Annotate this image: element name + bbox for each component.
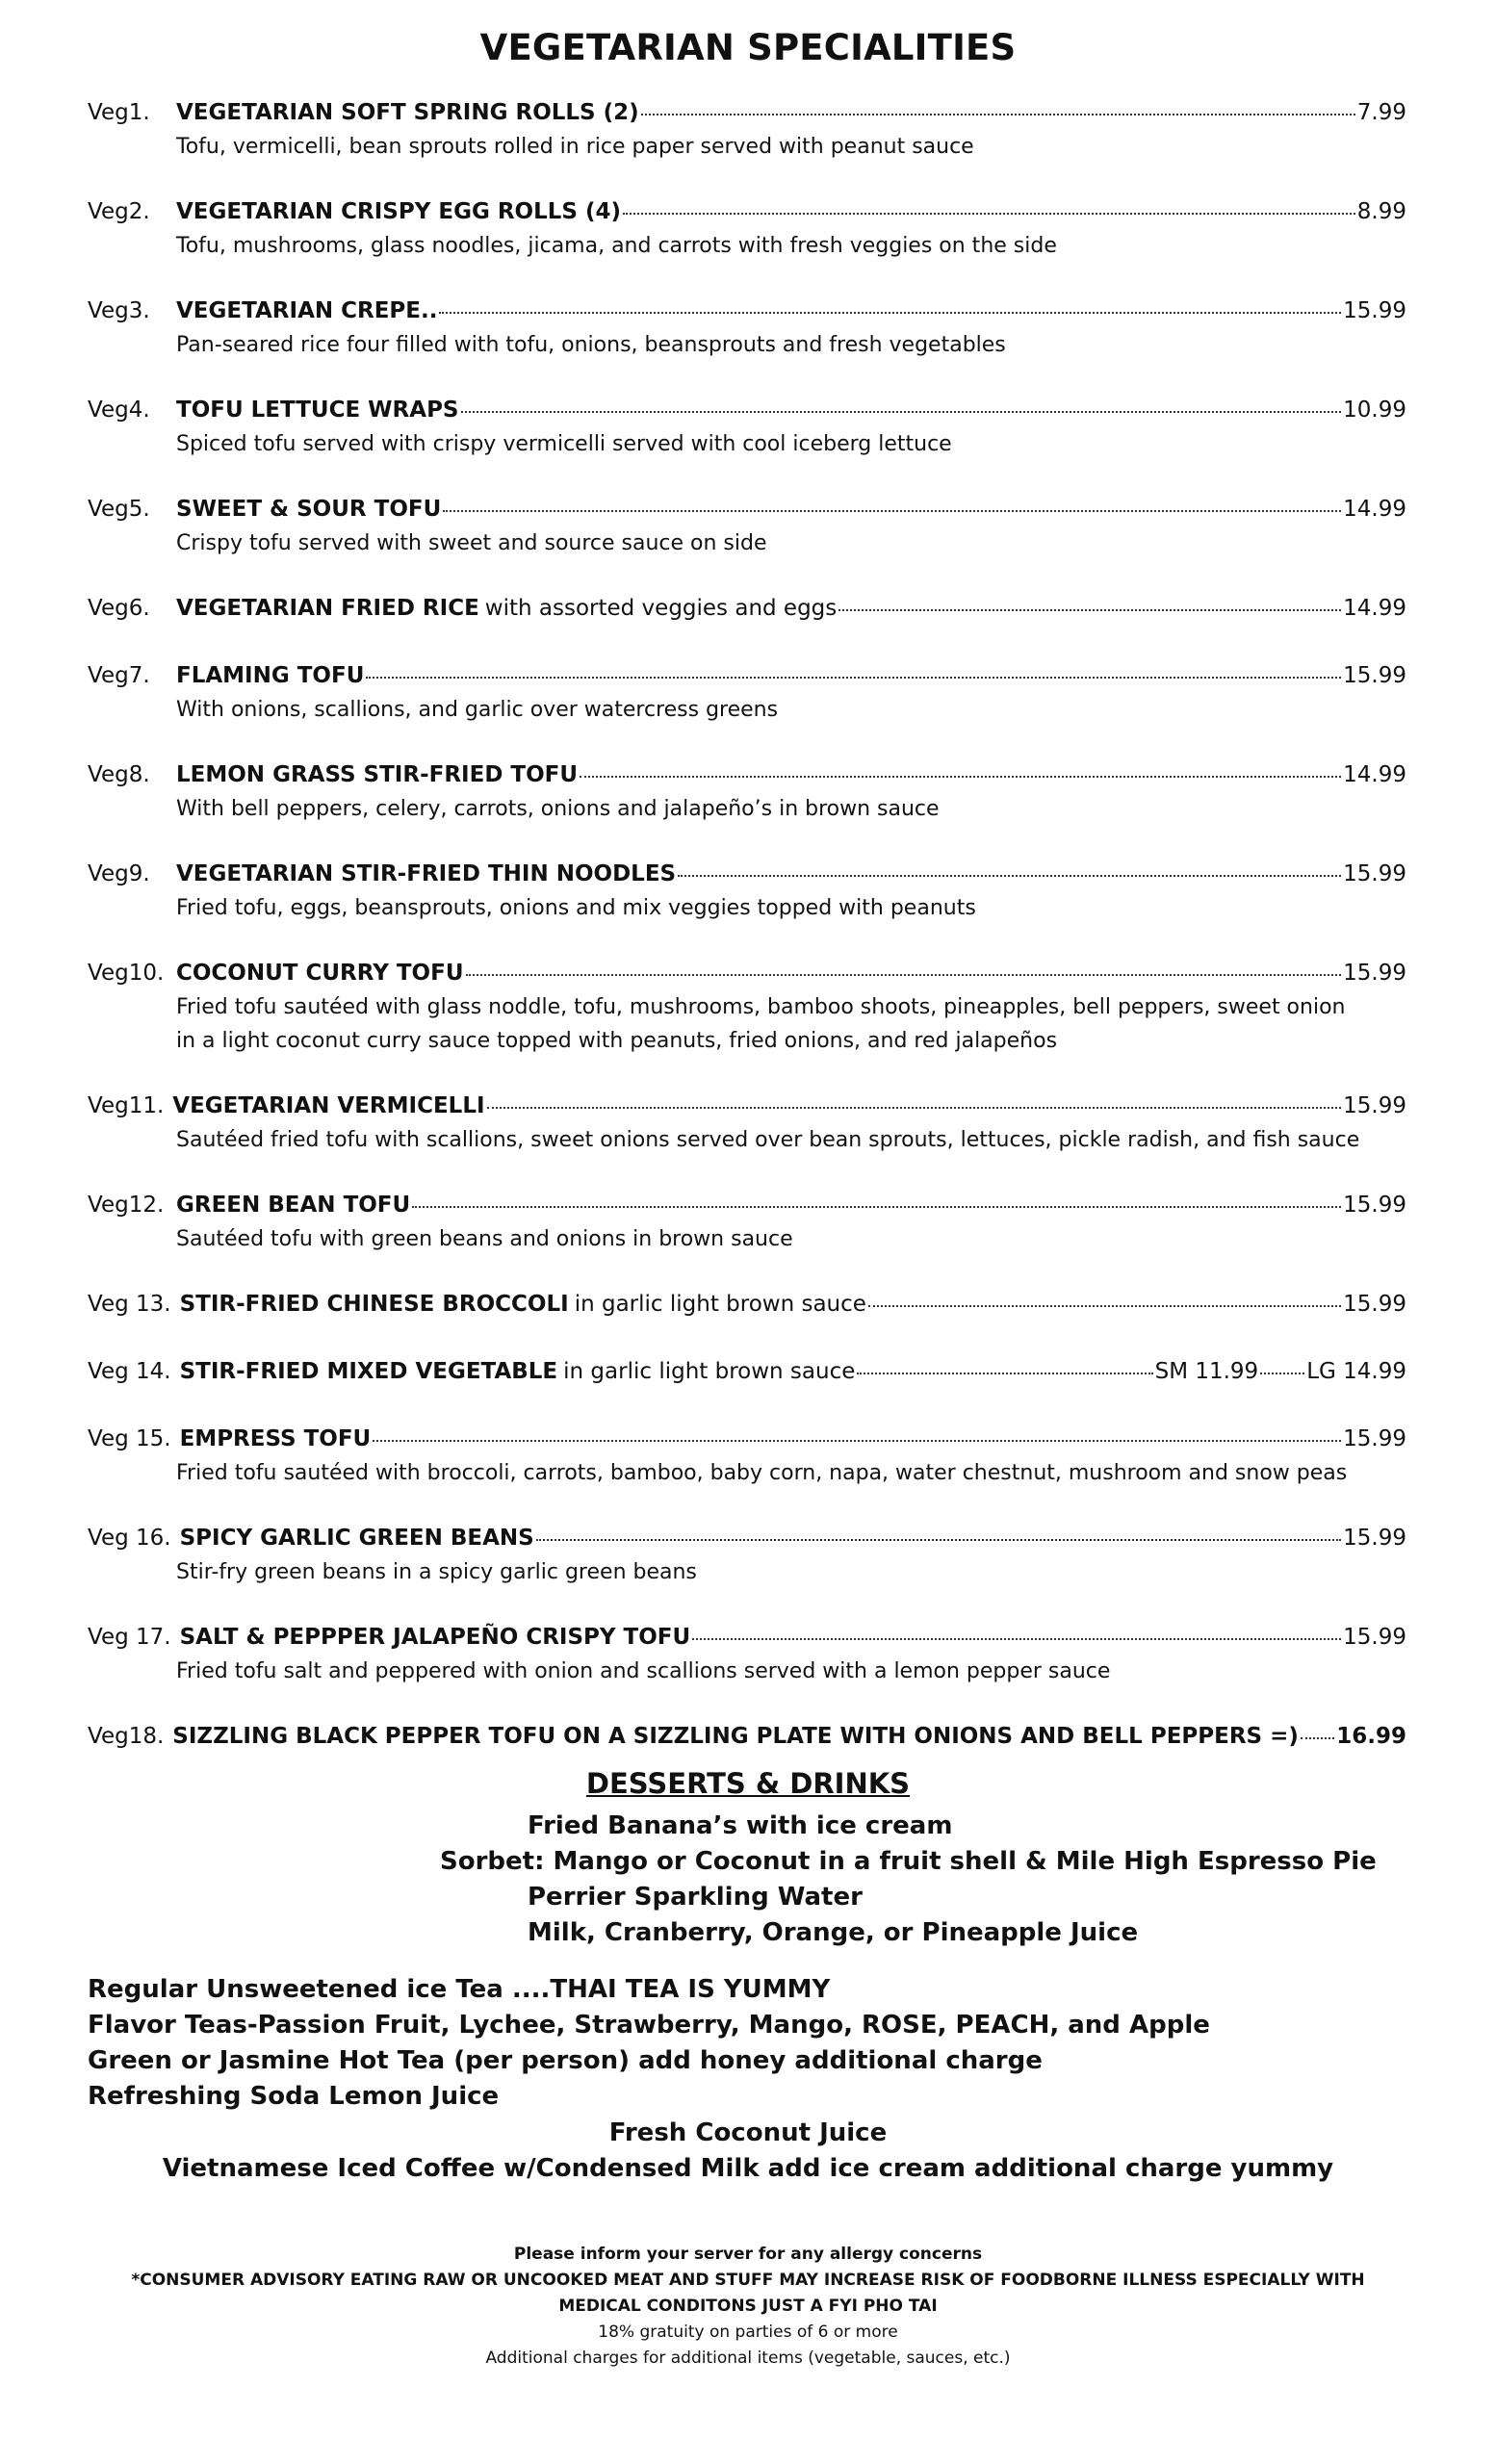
item-price: 10.99 (1343, 398, 1406, 423)
dot-leader (1260, 1365, 1304, 1374)
item-name: VEGETARIAN CRISPY EGG ROLLS (4) (176, 199, 622, 224)
menu-item-line (88, 1288, 1406, 1322)
menu-item (88, 1423, 1406, 1490)
desserts-title: DESSERTS & DRINKS (585, 1767, 911, 1800)
item-description: Stir-fry green beans in a spicy garlic green beans (176, 1560, 697, 1584)
item-name: LEMON GRASS STIR-FRIED TOFU (176, 762, 579, 787)
dot-leader (487, 1099, 1342, 1109)
item-code: Veg 15. (88, 1426, 171, 1451)
menu-item (88, 659, 1406, 727)
item-price: 14.99 (1343, 596, 1406, 621)
dessert-item: Milk, Cranberry, Orange, or Pineapple Juice (528, 1918, 1139, 1947)
item-extra: in garlic light brown sauce (574, 1292, 866, 1317)
allergy-note: Please inform your server for any allergy concerns (513, 2245, 983, 2264)
dot-leader (580, 768, 1341, 778)
menu-item (88, 592, 1406, 626)
item-name: SIZZLING BLACK PEPPER TOFU ON A SIZZLING PLATE WITH ONIONS AND BELL PEPPERS =) (172, 1724, 1299, 1749)
menu-item-line (88, 1189, 1406, 1222)
item-code: Veg3. (88, 298, 150, 323)
drink-item: Regular Unsweetened ice Tea ....THAI TEA IS YUMMY (88, 1975, 831, 2004)
consumer-advisory: *CONSUMER ADVISORY EATING RAW OR UNCOOKED MEAT AND STUFF MAY INCREASE RISK OF FOODBORNE ILLNESS ESPECIALLY WITH (131, 2271, 1365, 2290)
item-extra: with assorted veggies and eggs (484, 596, 838, 621)
item-price: 15.99 (1343, 961, 1406, 986)
menu-item (88, 1288, 1406, 1322)
dot-leader (466, 966, 1342, 976)
item-code: Veg8. (88, 762, 150, 787)
menu-item-line (88, 295, 1406, 328)
menu-item (88, 858, 1406, 925)
item-code: Veg7. (88, 663, 150, 688)
dot-leader (623, 205, 1355, 215)
item-description: Sautéed tofu with green beans and onions in brown sauce (176, 1227, 793, 1251)
item-price: 14.99 (1343, 762, 1406, 787)
menu-item-line (88, 858, 1406, 891)
item-price: 15.99 (1343, 861, 1406, 886)
menu-item-line (88, 1522, 1406, 1555)
menu-item (88, 1720, 1406, 1754)
item-description: With bell peppers, celery, carrots, onions and jalapeño’s in brown sauce (176, 797, 940, 821)
item-price: 8.99 (1356, 199, 1406, 224)
item-price: 14.99 (1343, 497, 1406, 522)
menu-item (88, 1621, 1406, 1688)
item-name: SPICY GARLIC GREEN BEANS (179, 1526, 534, 1551)
item-price: 15.99 (1343, 1093, 1406, 1118)
item-description: Pan-seared rice four filled with tofu, onions, beansprouts and fresh vegetables (176, 333, 1006, 357)
item-price-large: LG 14.99 (1306, 1359, 1406, 1384)
item-code: Veg9. (88, 861, 150, 886)
item-description: Fried tofu sautéed with glass noddle, tofu, mushrooms, bamboo shoots, pineapples, bell peppers, sweet onion (176, 995, 1346, 1019)
item-name: SALT & PEPPPER JALAPEÑO CRISPY TOFU (179, 1625, 691, 1650)
item-description: With onions, scallions, and garlic over watercress greens (176, 698, 779, 722)
menu-item (88, 295, 1406, 362)
item-description: Crispy tofu served with sweet and source sauce on side (176, 531, 767, 555)
dot-leader (443, 502, 1341, 512)
dot-leader (439, 304, 1341, 314)
item-code: Veg 17. (88, 1625, 171, 1650)
dessert-item: Perrier Sparkling Water (528, 1883, 863, 1912)
item-name: VEGETARIAN SOFT SPRING ROLLS (2) (176, 100, 639, 125)
item-name: STIR-FRIED MIXED VEGETABLE (179, 1359, 558, 1384)
menu-item-line (88, 195, 1406, 229)
dot-leader (373, 1432, 1341, 1442)
dessert-item: Sorbet: Mango or Coconut in a fruit shell & Mile High Espresso Pie (440, 1847, 1377, 1876)
item-code: Veg11. (88, 1093, 165, 1118)
item-name: STIR-FRIED CHINESE BROCCOLI (179, 1292, 569, 1317)
item-name: EMPRESS TOFU (179, 1426, 372, 1451)
drink-item: Flavor Teas-Passion Fruit, Lychee, Strawberry, Mango, ROSE, PEACH, and Apple (88, 2011, 1210, 2040)
menu-item (88, 957, 1406, 1058)
item-code: Veg1. (88, 100, 150, 125)
menu-item-line (88, 1720, 1406, 1754)
item-code: Veg5. (88, 497, 150, 522)
item-code: Veg 13. (88, 1292, 171, 1317)
menu-item (88, 394, 1406, 461)
item-description: Sautéed fried tofu with scallions, sweet onions served over bean sprouts, lettuces, pickle radish, and fish sauce (176, 1128, 1360, 1152)
item-description: Tofu, vermicelli, bean sprouts rolled in rice paper served with peanut sauce (176, 135, 974, 159)
menu-item (88, 1522, 1406, 1589)
item-price: 15.99 (1343, 1193, 1406, 1218)
menu-item (88, 195, 1406, 263)
menu-item-line (88, 96, 1406, 130)
item-code: Veg6. (88, 596, 150, 621)
item-code: Veg 16. (88, 1526, 171, 1551)
item-code: Veg10. (88, 961, 165, 986)
menu-item-line (88, 659, 1406, 693)
menu-item-line (88, 592, 1406, 626)
item-name: SWEET & SOUR TOFU (176, 497, 442, 522)
item-description: Fried tofu, eggs, beansprouts, onions and mix veggies topped with peanuts (176, 896, 976, 920)
item-price: 15.99 (1343, 1426, 1406, 1451)
item-name: VEGETARIAN STIR-FRIED THIN NOODLES (176, 861, 677, 886)
menu-item (88, 1355, 1406, 1389)
dot-leader (536, 1531, 1341, 1541)
item-price: 7.99 (1356, 100, 1406, 125)
iced-coffee: Vietnamese Iced Coffee w/Condensed Milk add ice cream additional charge yummy (162, 2154, 1334, 2183)
dot-leader (412, 1198, 1341, 1208)
dessert-item: Fried Banana’s with ice cream (528, 1811, 953, 1840)
fresh-coconut-juice: Fresh Coconut Juice (608, 2118, 888, 2147)
additional-charges-note: Additional charges for additional items (vegetable, sauces, etc.) (485, 2348, 1011, 2368)
item-price: SM 11.99 (1154, 1359, 1259, 1384)
item-price: 15.99 (1343, 1625, 1406, 1650)
menu-item-line (88, 1423, 1406, 1456)
menu-item-line (88, 1621, 1406, 1655)
menu-list (88, 96, 1406, 1787)
menu-item (88, 96, 1406, 164)
item-price: 15.99 (1343, 1526, 1406, 1551)
item-description: in a light coconut curry sauce topped with peanuts, fried onions, and red jalapeños (176, 1029, 1058, 1053)
gratuity-note: 18% gratuity on parties of 6 or more (598, 2323, 898, 2342)
item-name: VEGETARIAN FRIED RICE (176, 596, 479, 621)
dot-leader (692, 1630, 1341, 1640)
menu-item (88, 758, 1406, 826)
item-description: Spiced tofu served with crispy vermicelli served with cool iceberg lettuce (176, 432, 952, 456)
item-description: Fried tofu salt and peppered with onion and scallions served with a lemon pepper sauce (176, 1659, 1111, 1683)
item-price: 15.99 (1343, 663, 1406, 688)
consumer-advisory-cont: MEDICAL CONDITONS JUST A FYI PHO TAI (558, 2297, 938, 2316)
item-extra: in garlic light brown sauce (563, 1359, 856, 1384)
item-name: COCONUT CURRY TOFU (176, 961, 464, 986)
menu-item-line (88, 758, 1406, 792)
item-price: 15.99 (1343, 298, 1406, 323)
menu-item-line (88, 493, 1406, 526)
item-name: VEGETARIAN VERMICELLI (172, 1093, 485, 1118)
item-name: FLAMING TOFU (176, 663, 365, 688)
dot-leader (366, 669, 1341, 679)
dot-leader (1301, 1730, 1334, 1739)
menu-item (88, 1189, 1406, 1256)
page-title: VEGETARIAN SPECIALITIES (479, 27, 1017, 68)
item-name: TOFU LETTUCE WRAPS (176, 398, 459, 423)
item-code: Veg2. (88, 199, 150, 224)
item-code: Veg4. (88, 398, 150, 423)
drink-item: Green or Jasmine Hot Tea (per person) add honey additional charge (88, 2046, 1043, 2075)
item-description: Fried tofu sautéed with broccoli, carrots, bamboo, baby corn, napa, water chestnut, mushroom and snow peas (176, 1461, 1348, 1485)
item-price: 15.99 (1343, 1292, 1406, 1317)
dot-leader (678, 867, 1341, 877)
menu-item-line (88, 1090, 1406, 1123)
menu-item (88, 493, 1406, 560)
menu-item (88, 1090, 1406, 1157)
item-code: Veg12. (88, 1193, 165, 1218)
item-name: GREEN BEAN TOFU (176, 1193, 411, 1218)
item-price: 16.99 (1336, 1724, 1406, 1749)
item-name: VEGETARIAN CREPE.. (176, 298, 438, 323)
dot-leader (641, 106, 1355, 116)
dot-leader (838, 602, 1341, 611)
menu-item-line (88, 394, 1406, 427)
drink-item: Refreshing Soda Lemon Juice (88, 2082, 500, 2111)
menu-item-line (88, 957, 1406, 990)
dot-leader (857, 1365, 1152, 1374)
dot-leader (461, 403, 1342, 413)
dot-leader (868, 1297, 1341, 1307)
item-code: Veg 14. (88, 1359, 171, 1384)
item-description: Tofu, mushrooms, glass noodles, jicama, and carrots with fresh veggies on the side (176, 234, 1057, 258)
item-code: Veg18. (88, 1724, 165, 1749)
menu-item-line (88, 1355, 1406, 1389)
